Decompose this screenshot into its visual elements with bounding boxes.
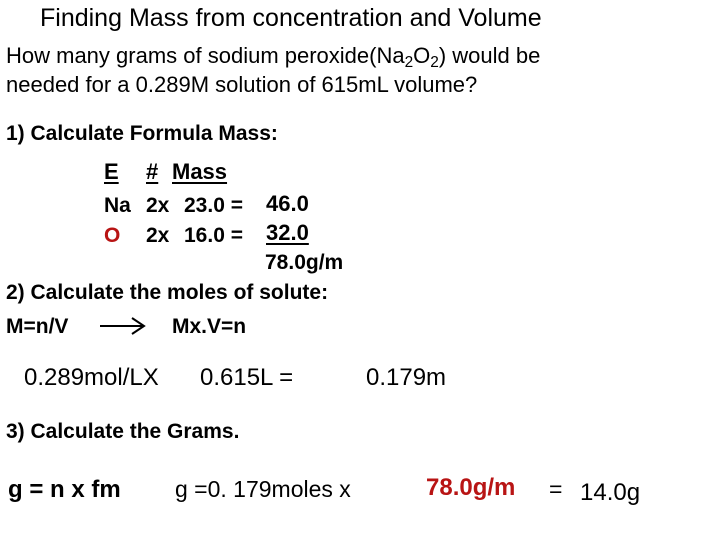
moles-calc-mid: 0.615L = bbox=[200, 364, 294, 391]
o-count: 2x bbox=[146, 224, 170, 247]
moles-result: 0.179m bbox=[366, 364, 447, 391]
step3-heading: 3) Calculate the Grams. bbox=[6, 420, 240, 443]
header-mass: Mass bbox=[172, 159, 228, 184]
question-subscript-b: 2 bbox=[430, 53, 439, 71]
question-line-2: needed for a 0.289M solution of 615mL volume? bbox=[6, 72, 478, 97]
question-text-c: ) would be bbox=[438, 43, 541, 68]
na-element: Na bbox=[104, 194, 131, 217]
na-result: 46.0 bbox=[266, 191, 309, 216]
formula-mass-total: 78.0g/m bbox=[265, 251, 344, 274]
grams-formula: g = n x fm bbox=[8, 476, 121, 503]
step1-heading: 1) Calculate Formula Mass: bbox=[6, 122, 278, 145]
question-text-a: How many grams of sodium peroxide(Na bbox=[6, 43, 405, 68]
arrow-right-icon bbox=[98, 314, 150, 342]
question-subscript-a: 2 bbox=[404, 53, 414, 71]
o-result: 32.0 bbox=[266, 220, 309, 245]
header-element: E bbox=[104, 159, 119, 184]
question-text-b: O bbox=[413, 43, 431, 68]
o-element: O bbox=[104, 224, 121, 247]
na-count: 2x bbox=[146, 194, 170, 217]
grams-result: 14.0g bbox=[580, 479, 641, 506]
grams-calc: g =0. 179moles x bbox=[175, 476, 351, 502]
moles-calc-left: 0.289mol/LX bbox=[24, 364, 159, 391]
question-line-1 bbox=[6, 43, 541, 71]
step2-heading: 2) Calculate the moles of solute: bbox=[6, 281, 329, 304]
page-title: Finding Mass from concentration and Volume bbox=[40, 4, 542, 32]
grams-formula-mass: 78.0g/m bbox=[426, 474, 516, 501]
o-mass: 16.0 = bbox=[184, 224, 243, 247]
header-count: # bbox=[146, 159, 159, 184]
molarity-formula: M=n/V bbox=[6, 315, 69, 338]
moles-formula: Mx.V=n bbox=[172, 315, 247, 338]
na-mass: 23.0 = bbox=[184, 194, 243, 217]
grams-equals: = bbox=[549, 476, 563, 502]
